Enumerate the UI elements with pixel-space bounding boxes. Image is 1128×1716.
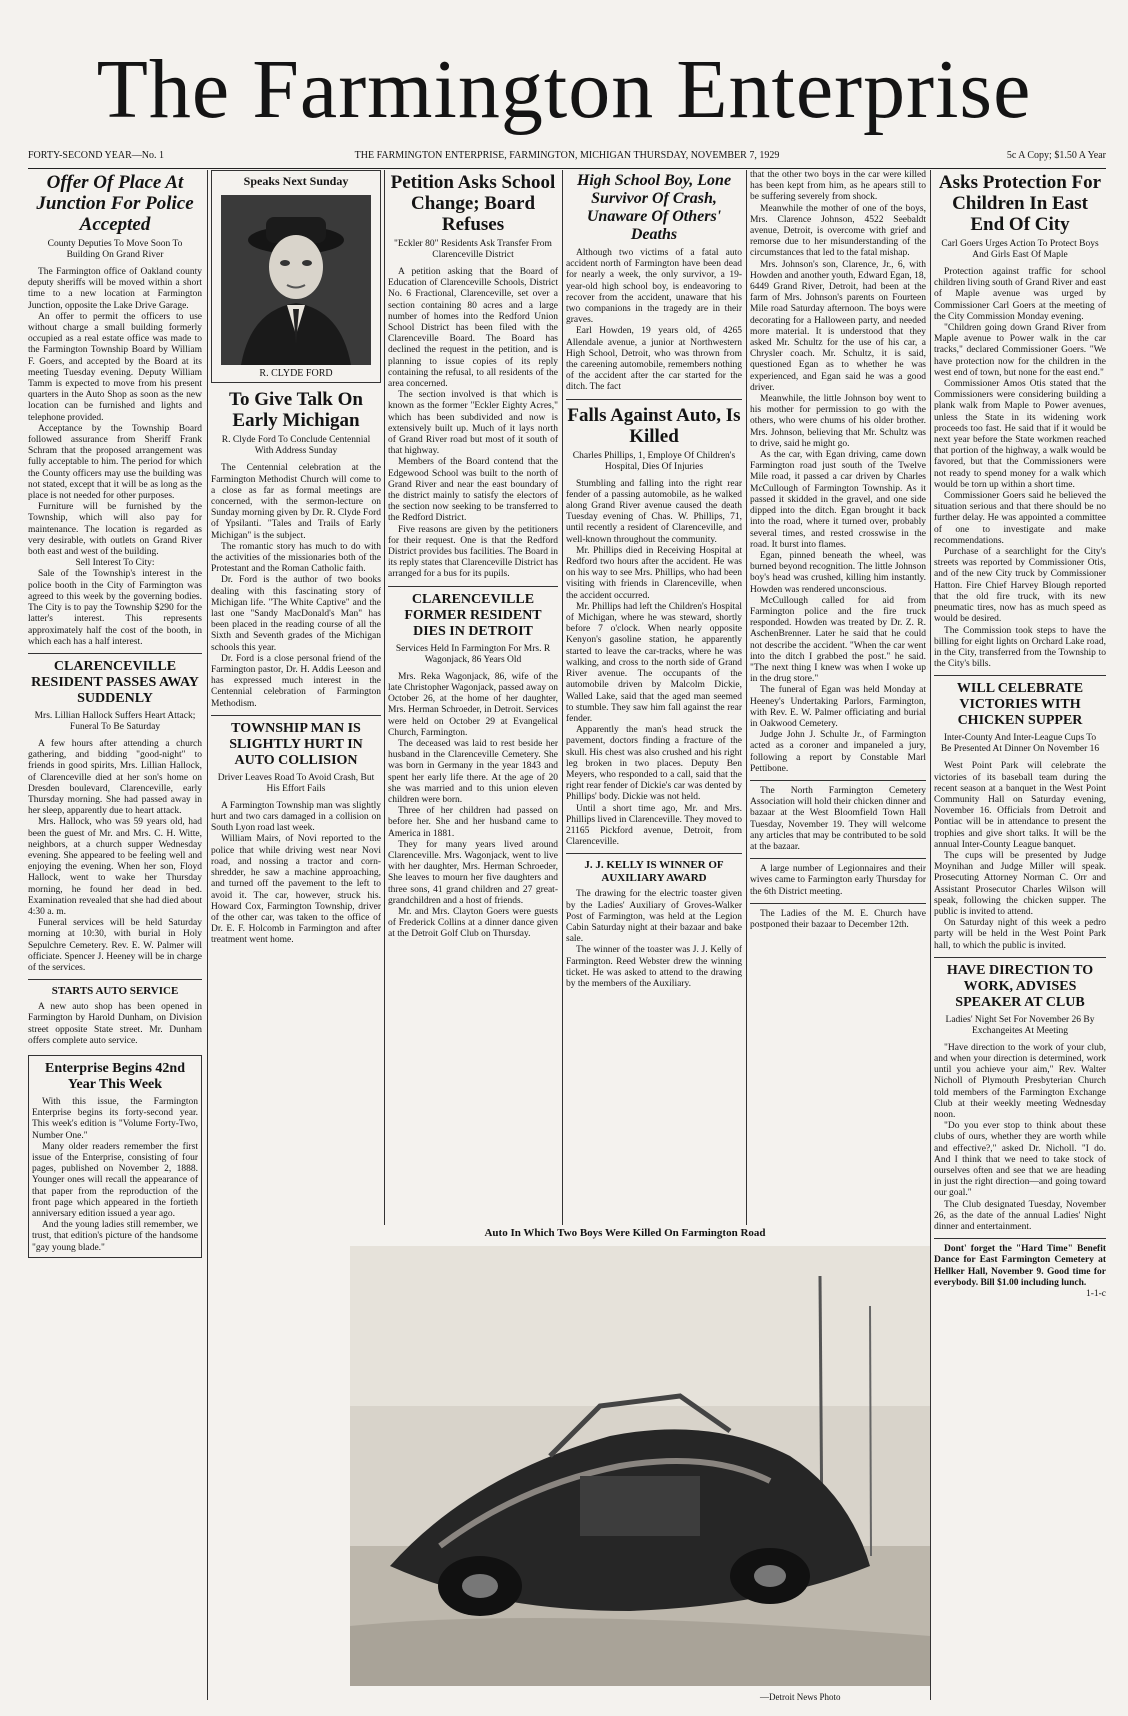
paragraph: As the car, with Egan driving, came down Farmington road just south of the Twelve Mile road, it passed a car driven by Charles McCullough of Farmington Township. As it passed it skidded in the gravel, and one side dipped into the ditch. Egan brought it back into the road, where it turned over, probably several times, and rested crosswise in the road. It burst into flames. <box>750 450 926 550</box>
wrecked-car-image <box>350 1246 930 1686</box>
article-headline: HAVE DIRECTION TO WORK, ADVISES SPEAKER AT CLUB <box>946 962 1094 1010</box>
paragraph: Dr. Ford is a close personal friend of the Farmington pastor, Dr. H. Addis Leeson and has expressed much interest in the Centennial celebration of Farmington Methodism. <box>211 653 381 709</box>
paragraph: They for many years lived around Clarenceville. Mrs. Wagonjack, went to live with her daughter, Mrs. Herman Schroeder, She leaves to mourn her five daughters and three sons, 41 grand children and 27 great-grandchildren and a host of friends. <box>388 839 558 906</box>
paragraph: The funeral of Egan was held Monday at Heeney's Undertaking Parlors, Farmington, with Rev. E. W. Palmer officiating and burial in Oakwood Cemetery. <box>750 685 926 729</box>
paragraph: The cups will be presented by Judge Moynihan and Judge Miller will speak. Prosecuting Attorney Norman C. Orr and Assistant Prosecutor Charles Wilson will speak, following the chicken supper. The public is invited to attend. <box>934 850 1106 917</box>
portrait-label: Speaks Next Sunday <box>243 174 349 188</box>
dateline-price: 5c A Copy; $1.50 A Year <box>1006 150 1106 161</box>
column-5 <box>750 170 926 1225</box>
article-body <box>28 1002 202 1047</box>
article-body <box>211 463 381 709</box>
paragraph: On Saturday night of this week a pedro party will be held in the West Point Park hall, to which the public is invited. <box>934 918 1106 951</box>
paragraph: A petition asking that the Board of Education of Clarenceville Schools, District No. 6 Fractional, Clarenceville, set over a section containing 80 acres and a large number of homes into the Redford Union School District has been filed with the Clarenceville Board. The Board has declined the request in the petition, and is planning to issue copies of its reply containing the refusal, to all residents of the area concerned. <box>388 267 558 390</box>
portrait-caption: R. CLYDE FORD <box>259 368 333 380</box>
photo-caption: Auto In Which Two Boys Were Killed On Farmington Road <box>484 1227 766 1239</box>
divider <box>28 979 202 980</box>
article-headline: To Give Talk On Early Michigan <box>229 389 363 432</box>
dateline <box>28 150 1106 169</box>
portrait-photo <box>221 195 371 365</box>
paragraph: Three of her children had passed on before her. She and her husband came to America in 1881. <box>388 806 558 839</box>
article-body <box>211 801 381 947</box>
article-body <box>566 889 742 990</box>
divider <box>566 399 742 400</box>
paragraph: The Farmington office of Oakland county deputy sheriffs will be moved within a short time to a new location at Farmington Junction, opposite the Lake Drive Garage. <box>28 267 202 311</box>
paragraph: Mr. Phillips had left the Children's Hospital of Michigan, where he was steward, shortly before 7 o'clock. When nearly opposite Kenyon's gasoline station, he apparently started to leave the car-tracks, where he was walking, and cross to the north side of Grand River avenue. The occupants of the automobile driven by Malcolm Dickie, Walled Lake, said that the aged man seemed to stumble. They saw him fall against the rear fender. <box>566 601 742 724</box>
anniversary-box <box>28 1055 202 1258</box>
column-6 <box>934 170 1106 1700</box>
paragraph: McCullough called for aid from Farmington police and the fire truck responded. Howden was treated by Dr. Z. R. AschenBrenner. Later he said that he could not describe the accident. "When the car went into the ditch I grabbed the post." he said. "The next thing I knew was when I woke up in the drug store." <box>750 595 926 685</box>
column-1 <box>28 170 202 1700</box>
dateline-volume: FORTY-SECOND YEAR—No. 1 <box>28 150 164 161</box>
paragraph: The deceased was laid to rest beside her husband in the Clarenceville Cemetery. She was born in Germany in the year 1843 and spent her early life there. At the age of 20 she was married and to this union eleven children were born. <box>388 738 558 805</box>
article-body <box>28 739 202 974</box>
article-headline: CLARENCEVILLE FORMER RESIDENT DIES IN DETROIT <box>404 591 542 639</box>
article-headline: CLARENCEVILLE RESIDENT PASSES AWAY SUDDENLY <box>31 658 199 706</box>
divider <box>934 957 1106 958</box>
paragraph: The section involved is that which is known as the former "Eckler Eighty Acres," which has been subdivided and now is extensively built up. Much of it lays north of Grand River road but most of it south of that highway. <box>388 390 558 457</box>
article-body <box>934 761 1106 951</box>
paragraph: Mr. Phillips died in Receiving Hospital at Redford two hours after the accident. He was on his way to see Mrs. Phillips, who had been visiting with friends in Clarenceville, when the accident occurred. <box>566 545 742 601</box>
paragraph: Furniture will be furnished by the Township, which will also pay for maintenance. The location is regarded as very desirable, with outlets on Grand River both east and west of the building. <box>28 502 202 558</box>
article-headline: STARTS AUTO SERVICE <box>51 985 179 998</box>
article-subhead: Inter-County And Inter-League Cups To Be Presented At Dinner On November 16 <box>940 733 1100 755</box>
article-body <box>566 248 742 394</box>
divider <box>566 853 742 854</box>
column-2 <box>211 170 381 1225</box>
paragraph: The Ladies of the M. E. Church have postponed their bazaar to December 12th. <box>750 908 926 930</box>
dateline-publication: THE FARMINGTON ENTERPRISE, FARMINGTON, MICHIGAN THURSDAY, NOVEMBER 7, 1929 <box>354 150 780 161</box>
divider <box>934 675 1106 676</box>
paragraph: The Commission took steps to have the billing for eight lights on Orchard Lake road, in the City, transferred from the Township to the City's bills. <box>934 625 1106 670</box>
paragraph: Judge John J. Schulte Jr., of Farmington acted as a coroner and impaneled a jury, following a report by Constable Marl Pettibone. <box>750 730 926 774</box>
article-headline: WILL CELEBRATE VICTORIES WITH CHICKEN SUPPER <box>956 681 1084 729</box>
article-body-continued <box>750 170 926 931</box>
paragraph: Dr. Ford is the author of two books dealing with this fascinating story of Michigan life. "The White Captive" and the last one "Sandy MacDonald's Man" has been placed in the reading course of all the Sixth and Seventh grades of the Michigan schools this year. <box>211 575 381 653</box>
paragraph: Apparently the man's head struck the pavement, doctors finding a fracture of the skull. His chest was also crushed and his right leg broken in two places. Deputy Ben Meyers, who responded to a call, said that the right rear fender of Dickie's car was dented by Phillips' body. Dickie was not held. <box>566 725 742 803</box>
article-subhead: Carl Goers Urges Action To Protect Boys And Girls East Of Maple <box>941 239 1099 260</box>
divider <box>750 903 926 904</box>
article-body <box>388 672 558 941</box>
paragraph: The drawing for the electric toaster given by the Ladies' Auxiliary of Groves-Walker Post of Farmington, was held at the Legion Cabin Saturday night at their bazaar and bake sale. <box>566 889 742 945</box>
paragraph: Mrs. Reka Wagonjack, 86, wife of the late Christopher Wagonjack, passed away on October 26, at the home of her daughter, Mrs. Herman Schroeder, in Detroit. Services were held on October 29 at Evangelical Church, Farmington. <box>388 671 558 738</box>
paragraph: Stumbling and falling into the right rear fender of a passing automobile, as he walked along Grand River avenue caused the death Tuesday evening of Chas. W. Phillips, 71, until recently a resident of Clarenceville, and well-known throughout the community. <box>566 478 742 545</box>
divider <box>28 653 202 654</box>
divider <box>211 715 381 716</box>
paragraph: West Point Park will celebrate the victories of its baseball team during the recent season at a banquet in the West Point Community Hall on Saturday evening, November 16. Officials from Detroit and Pontiac will be in attendance to present the trophies and give short talks. It will be the annual Inter-County League banquet. <box>934 761 1106 850</box>
paragraph: Commissioner Amos Otis stated that the Commissioners were considering building a plank walk from Maple to Power avenues, unless the State in its widening work proceeds too fast. He said that if it would be next year before the State workmen reached that portion of the highway, a walk would be favored, but that the Commissioners were not ready to spend money for a walk which would be torn up within a short time. <box>934 379 1106 490</box>
article-subhead: Driver Leaves Road To Avoid Crash, But His Effort Fails <box>217 772 375 794</box>
divider <box>750 780 926 781</box>
wrecked-car-photo <box>350 1246 930 1686</box>
paragraph: that the other two boys in the car were killed has been kept from him, as he apears still to be suffering severely from shock. <box>750 170 926 203</box>
article-body <box>934 267 1106 670</box>
column-rule <box>930 170 931 1700</box>
column-rule <box>562 170 563 1225</box>
paragraph: Members of the Board contend that the Edgewood School was built to the north of Grand River and near the east boundary of the district mainly to satisfy the electors of the section now seeking to be transferred to the Redford District. <box>388 457 558 524</box>
paragraph: Meanwhile, the little Johnson boy went to his mother for permission to go with the others, who were chums of his older brother. Mrs. Johnson, believing that Mr. Schultz was to drive, said he might go. <box>750 394 926 449</box>
portrait-image <box>221 195 371 365</box>
paragraph: A Farmington Township man was slightly hurt and two cars damaged in a collision on South Lyon road last week. <box>211 800 381 834</box>
paragraph: "Do you ever stop to think about these clubs of ours, whether they are worth while and effective?," asked Dr. Nicholl. "I do. And I think that we need to take stock of ourselves often and see that we are heading in just the right direction—and going toward our goal." <box>934 1121 1106 1199</box>
paragraph: William Mairs, of Novi reported to the police that while driving west near Novi road, and nossing a tractor and corn-shredder, he saw a machine approaching, and turned off the pavement to the left to avoid it. The car, however, struck his. Howard Cox, Farmington Township, driver of the other car, was taken to the office of Dr. E. F. Holcomb in Farmington and after treatment went home. <box>211 834 381 946</box>
paragraph: Dont' forget the "Hard Time" Benefit Dance for East Farmington Cemetery at Hellker Hall, November 9. Good time for everybody. Bill $1.00 including lunch. <box>934 1244 1106 1288</box>
ad-code: 1-1-c <box>1085 1289 1106 1300</box>
divider <box>934 1238 1106 1239</box>
paragraph: A new auto shop has been opened in Farmington by Harold Dunham, on Division street opposite State street. Mr. Dunham offers complete auto service. <box>28 1002 202 1046</box>
article-headline: Asks Protection For Children In East End Of City <box>938 172 1102 235</box>
divider <box>750 858 926 859</box>
article-subhead: Charles Phillips, 1, Employe Of Children's Hospital, Dies Of Injuries <box>572 450 736 472</box>
portrait-box <box>211 170 381 383</box>
paragraph: With this issue, the Farmington Enterprise begins its forty-second year. This week's edition is "Volume Forty-Two, Number One." <box>32 1096 198 1141</box>
article-subhead: R. Clyde Ford To Conclude Centennial With Address Sunday <box>221 435 371 457</box>
paragraph: Purchase of a searchlight for the City's streets was reported by Commissioner Otis, and of the new City truck by Commissioner Hatton. Fire Chief Harvey Blough reported that the old fire truck, with its new pneumatic tires, now has as much speed as would be desired. <box>934 547 1106 625</box>
column-rule <box>384 170 385 1225</box>
column-4 <box>566 170 742 1225</box>
article-headline: J. J. KELLY IS WINNER OF AUXILIARY AWARD <box>584 859 724 885</box>
masthead-title: The Farmington Enterprise <box>96 43 1032 136</box>
paragraph: A few hours after attending a church gathering, and bidding "good-night" to friends in good spirits, Mrs. Lillian Hallock, of Clarenceville died at her son's home on Dresden boulevard, Clarenceville, early Thursday morning. She had passed away in her sleep, apparently due to heart attack. <box>28 738 202 817</box>
paragraph: Sale of the Township's interest in the police booth in the City of Farmington was agreed to this week by the governing bodies. The City is to pay the Township $290 for the latter's interest. This represents approximately half the cost of the booth, in which each has a half interest. <box>28 569 202 647</box>
column-rule <box>746 170 747 1225</box>
article-body <box>28 267 202 648</box>
paragraph: A large number of Legionnaires and their wives came to Farmington early Thursday for the 6th District meeting. <box>750 864 926 897</box>
paragraph: Although two victims of a fatal auto accident north of Farmington have been dead for nearly a week, the only survivor, a 19-year-old high school boy, is endeavoring to recover from the accident, unaware that his two companions in the tragedy are in their graves. <box>566 248 742 326</box>
paragraph: An offer to permit the officers to use without charge a small building formerly occupied as a real estate office was made to the Farmington Township Board by William F. Goers, and accepted by the Board at its meeting Tuesday evening. Deputy William Tamm is expected to move from his present quarters in the Auto Shop as soon as the new location can be furnished and lights and telephone provided. <box>28 311 202 423</box>
paragraph: And the young ladies still remember, we trust, that edition's picture of the handsome "gay young blade." <box>32 1220 198 1253</box>
paragraph: Mr. and Mrs. Clayton Goers were guests of Frederick Collins at a dinner dance given at the Detroit Golf Club on Thursday. <box>388 906 558 940</box>
article-body <box>566 479 742 849</box>
article-subhead: Services Held In Farmington For Mrs. R Wagonjack, 86 Years Old <box>395 643 551 665</box>
paragraph: The Centennial celebration at the Farmington Methodist Church will come to a close as far as formal meetings are concerned, with the sermon-lecture on Sunday morning given by Dr. R. Clyde Ford of Ypsilanti. "Tales and Trails of Early Michigan" is the subject. <box>211 463 381 541</box>
article-headline: Falls Against Auto, Is Killed <box>567 404 741 447</box>
paragraph: The North Farmington Cemetery Association will hold their chicken dinner and bazaar at the West Bloomfield Town Hall Tuesday, November 19. They will welcome any articles that may be contributed to be sold at the bazaar. <box>750 785 926 852</box>
paragraph: The winner of the toaster was J. J. Kelly of Farmington. Reed Webster drew the winning ticket. He was asked to attend to the drawing by the members of the Auxiliary. <box>566 945 742 989</box>
paragraph: Five reasons are given by the petitioners for their request. One is that the Redford District provides bus facilities. The Board in its reply states that Clarenceville District has arranged for a bus for its pupils. <box>388 524 558 580</box>
paragraph: Egan, pinned beneath the wheel, was burned beyond recognition. The little Johnson boy's head was crushed, killing him instantly. Howden was rendered unconscious. <box>750 550 926 595</box>
article-headline: Petition Asks School Change; Board Refuses <box>390 172 556 235</box>
column-3 <box>388 170 558 1225</box>
paragraph: Mrs. Johnson's son, Clarence, Jr., 6, with Howden and another youth, Edward Egan, 18, 6449 Grand River, Detroit, had been at the farm of Mrs. Johnson's parents on Fourteen Mile road Saturday afternoon. The boys were decorating for a Halloween party, and needed more material. It is understood that they asked Mr. Schultz for the use of his car, a Chrysler coach. Mr. Schultz, it is said, questioned Egan as to whether he was experienced, and Egan said he was a good driver. <box>750 259 926 393</box>
article-headline: TOWNSHIP MAN IS SLIGHTLY HURT IN AUTO COLLISION <box>229 720 363 768</box>
paragraph: Acceptance by the Township Board followed assurance from Sheriff Frank Schram that the proposed arrangement was fully acceptable to him. The period for which the County officers may use the building was not stated, except that it will be as long as the place is not needed for other purposes. <box>28 423 202 502</box>
photo-credit: —Detroit News Photo <box>760 1692 841 1702</box>
paragraph: "Children going down Grand River from Maple avenue to Power walk in the car tracks," declared Commissioner Goers. "We have protection now for the children in the west end of town, but none for the east end." <box>934 323 1106 378</box>
column-rule <box>207 170 208 1700</box>
paragraph: Meanwhile the mother of one of the boys, Mrs. Clarence Johnson, 4522 Seebaldt avenue, Detroit, is overcome with grief and remorse due to her misunderstanding of the circumstances that led to the fatal mishap. <box>750 203 926 259</box>
article-body <box>934 1043 1106 1300</box>
article-headline: High School Boy, Lone Survivor Of Crash, Unaware Of Others' Deaths <box>576 172 732 243</box>
section-subhead: Sell Interest To City: <box>75 558 155 569</box>
article-subhead: Mrs. Lillian Hallock Suffers Heart Attack; Funeral To Be Saturday <box>34 710 196 732</box>
article-subhead: "Eckler 80" Residents Ask Transfer From Clarenceville District <box>394 239 552 260</box>
paragraph: "Have direction to the work of your club, and when your direction is determined, work until you achieve your aim," Rev. Walter Nicholl of Plymouth Presbyterian Church told members of the Farmington Exchange Club at their weekly meeting Wednesday noon. <box>934 1042 1106 1120</box>
paragraph: The romantic story has much to do with the activities of the missionaries both of the Protestant and the Roman Catholic faith. <box>211 541 381 575</box>
paragraph: Protection against traffic for school children living south of Grand River and east of Maple avenue was urged by Commissioner Carl Goers at the meeting of the City Commission Monday evening. <box>934 267 1106 322</box>
paragraph: Mrs. Hallock, who was 59 years old, had been the guest of Mr. and Mrs. C. H. Witte, neighbors, at a church supper Wednesday evening. She appeared to be feeling well and enjoying the evening. When her son, Floyd Hallock, went to wake her Thursday morning, he found her dead in bed. Examination revealed that she had died about 4:30 a. m. <box>28 817 202 917</box>
paragraph: Earl Howden, 19 years old, of 4265 Allendale avenue, a junior at Northwestern High School, Detroit, who was thrown from the careening automobile, remembers nothing of the accident after the car started for the ditch. The fact <box>566 326 742 393</box>
article-body <box>32 1097 198 1254</box>
divider <box>388 586 558 587</box>
article-subhead: County Deputies To Move Soon To Building On Grand River <box>47 239 183 260</box>
paragraph: Many older readers remember the first issue of the Enterprise, consisting of four pages, published on November 2, 1888. Younger ones will recall the appearance of that paper from the reproduction of the front page which appeared in the fortieth anniversary edition issued a year ago. <box>32 1141 198 1220</box>
article-headline: Offer Of Place At Junction For Police Accepted <box>36 172 194 235</box>
paragraph: The Club designated Tuesday, November 26, as the date of the annual Ladies' Night dinner and entertainment. <box>934 1199 1106 1233</box>
article-body <box>388 267 558 581</box>
box-headline: Enterprise Begins 42nd Year This Week <box>44 1060 185 1092</box>
paragraph: Until a short time ago, Mr. and Mrs. Phillips lived in Clarenceville. They moved to 21165 Pickford avenue, Detroit, from Clarenceville. <box>566 803 742 848</box>
paragraph: Funeral services will be held Saturday morning at 10:30, with burial in Holy Sepulchre Cemetery. Rev. E. W. Palmer will officiate. Spencer J. Heeney will be in charge of the services. <box>28 918 202 973</box>
article-subhead: Ladies' Night Set For November 26 By Exchangeites At Meeting <box>945 1014 1095 1036</box>
paragraph: Commissioner Goers said he believed the situation serious and that there should be no further delay. He was appointed a committee of one to investigate and make recommendations. <box>934 491 1106 546</box>
